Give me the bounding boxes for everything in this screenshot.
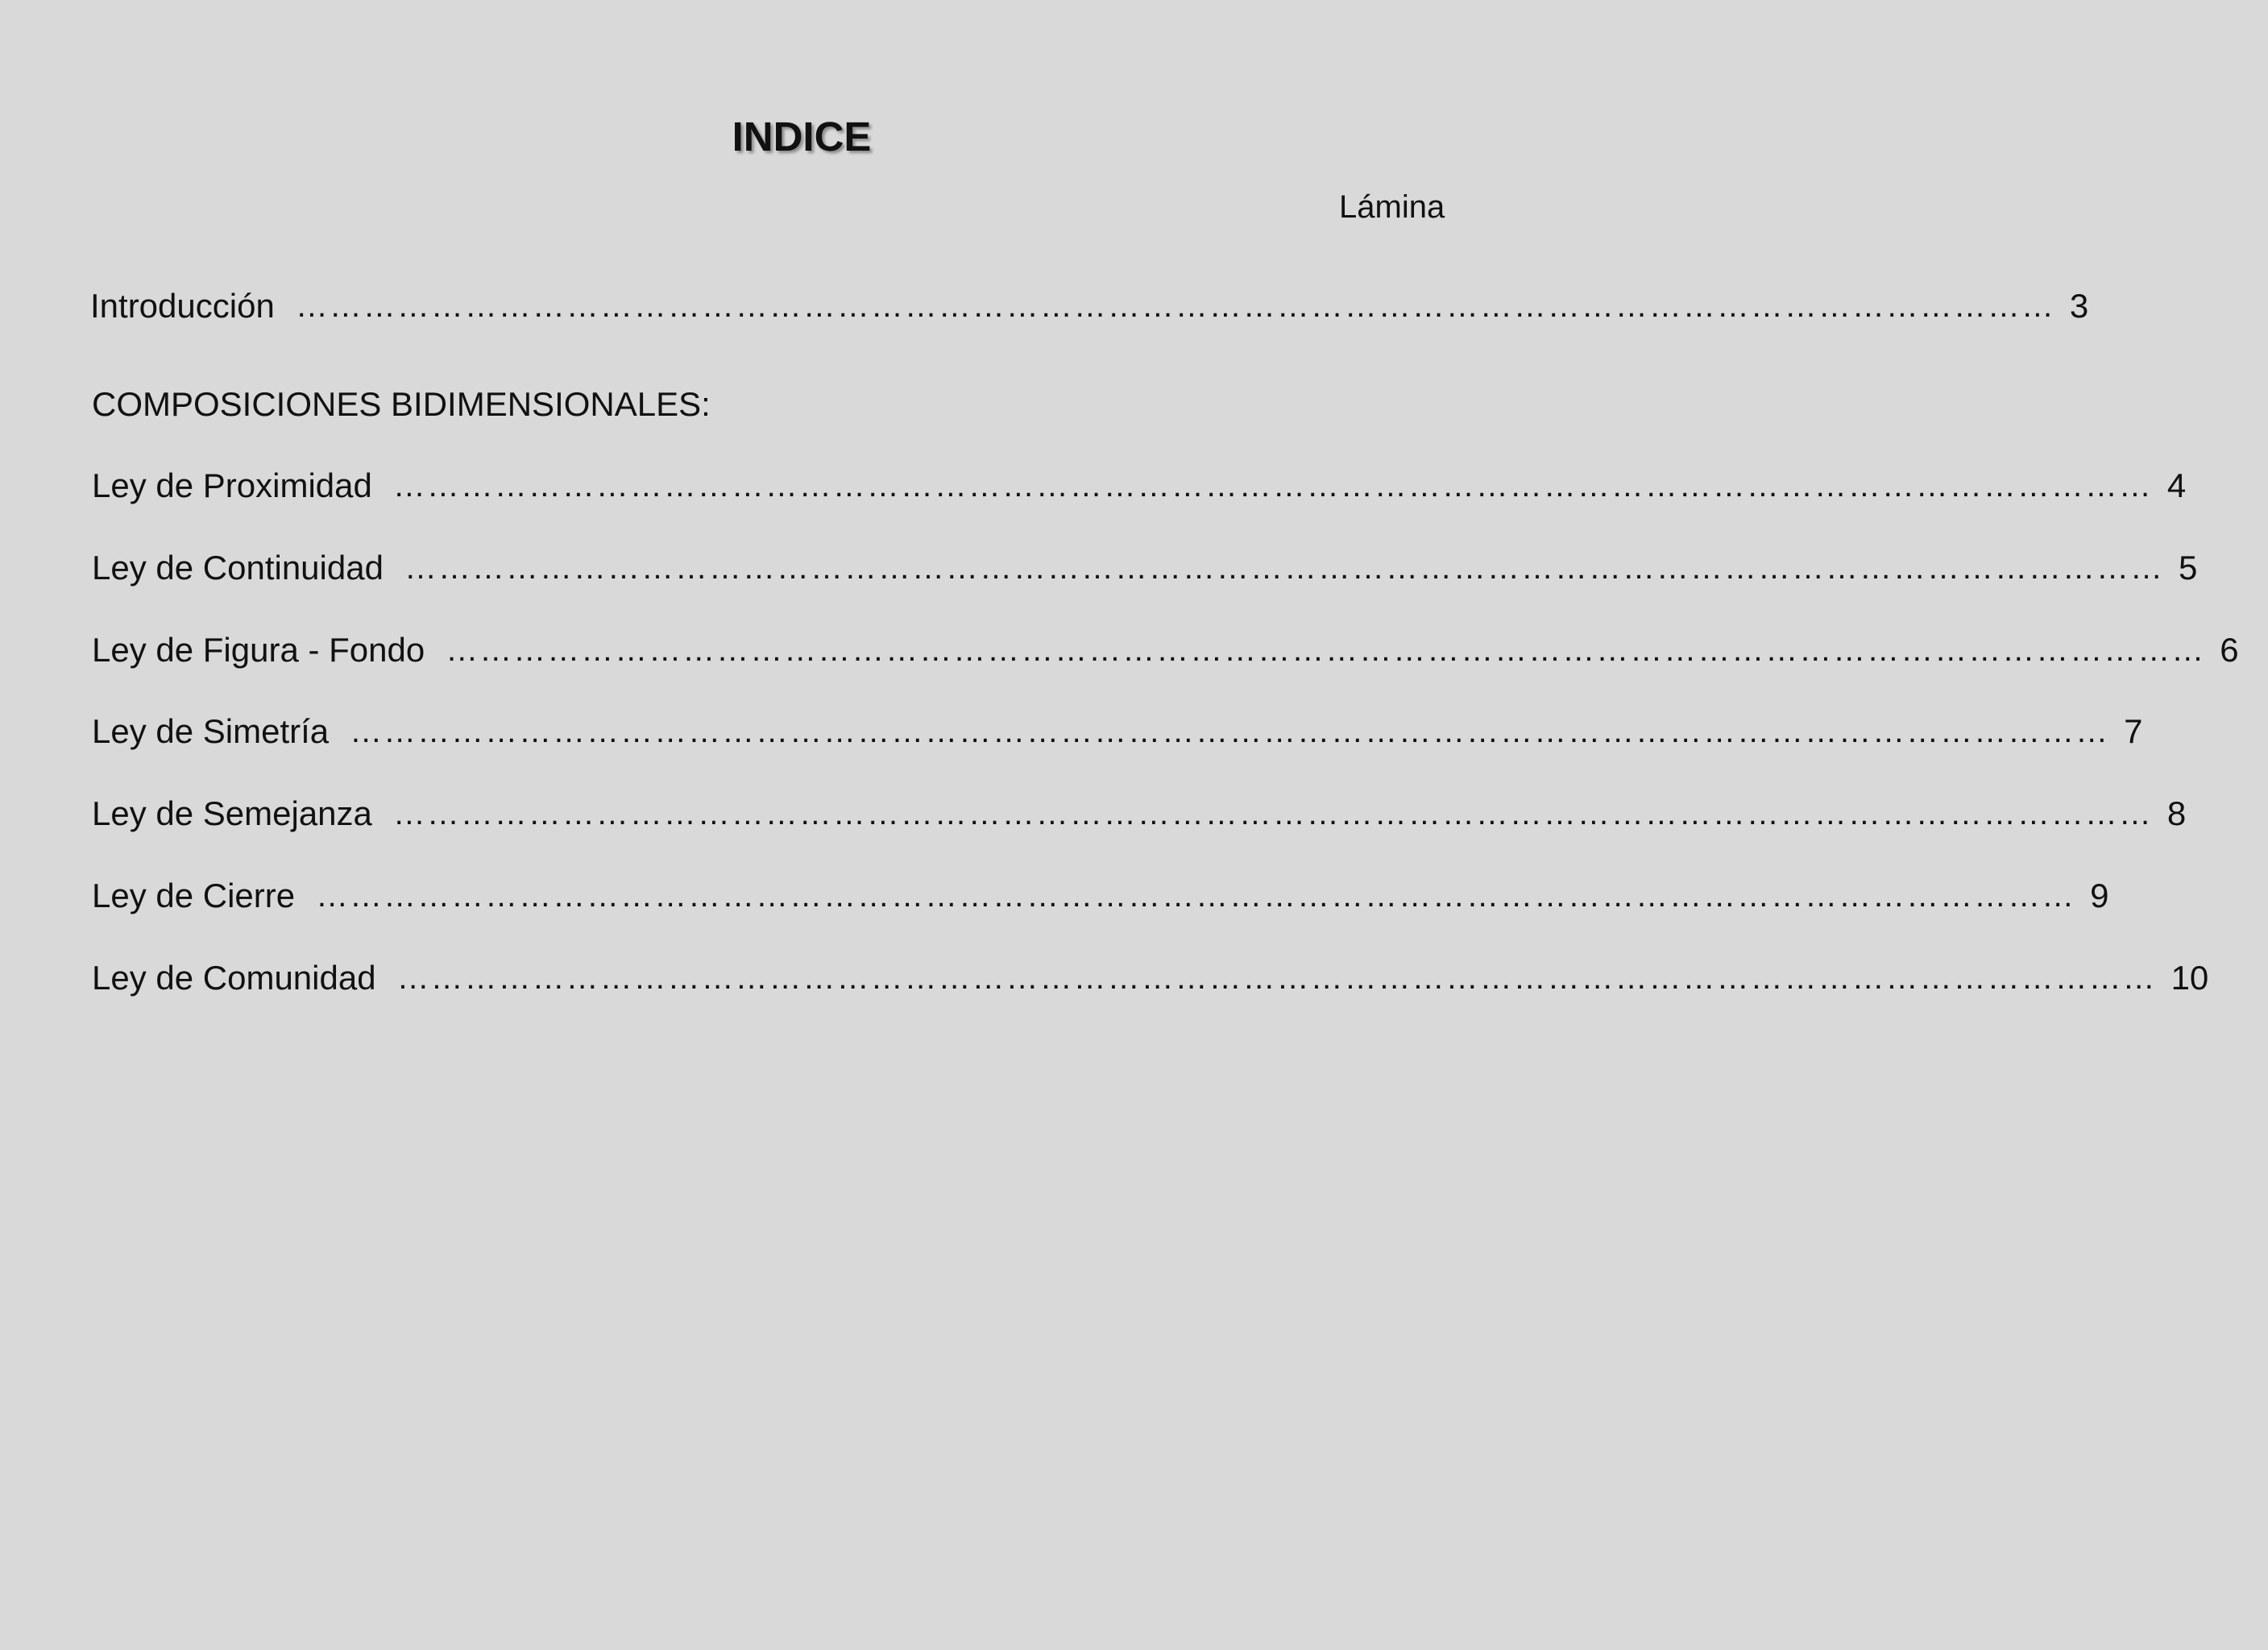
toc-entry-label: Ley de Cierre	[92, 877, 296, 914]
toc-entry-label: Ley de Semejanza	[92, 794, 372, 832]
toc-entry-label: Ley de Figura - Fondo	[92, 631, 425, 669]
page-title: INDICE	[732, 114, 872, 160]
toc-entry-page: 10	[2171, 959, 2209, 997]
toc-entry-page: 3	[2069, 287, 2089, 325]
toc-entry	[92, 791, 2187, 836]
toc-leader-dots: …………………………………………………………………………………………………………………………………………	[295, 288, 2055, 324]
toc-entry	[92, 545, 2198, 591]
toc-leader-dots: …………………………………………………………………………………………………………………………………………	[350, 714, 2110, 749]
toc-entry-label: Introducción	[90, 287, 275, 325]
toc-entry	[92, 628, 2239, 673]
toc-leader-dots: …………………………………………………………………………………………………………………………………………	[404, 550, 2164, 586]
toc-entry	[92, 956, 2209, 1001]
toc-leader-dots: …………………………………………………………………………………………………………………………………………	[392, 796, 2153, 831]
toc-entry	[92, 873, 2109, 918]
toc-entry	[92, 463, 2187, 508]
toc-entry-introduccion	[90, 284, 2089, 329]
toc-entry-page: 4	[2166, 466, 2187, 504]
toc-entry-page: 5	[2178, 549, 2198, 587]
column-header-lamina: Lámina	[1339, 189, 1445, 225]
toc-entry-label: Ley de Continuidad	[92, 549, 384, 587]
toc-entry-page: 9	[2090, 877, 2109, 914]
toc-leader-dots: …………………………………………………………………………………………………………………………………………	[446, 632, 2206, 668]
toc-entry-label: Ley de Comunidad	[92, 959, 376, 997]
toc-leader-dots: …………………………………………………………………………………………………………………………………………	[392, 468, 2153, 504]
toc-entry-page: 7	[2124, 712, 2143, 750]
toc-entry-label: Ley de Proximidad	[92, 466, 372, 504]
toc-entry-label: Ley de Simetría	[92, 712, 330, 750]
section-heading: COMPOSICIONES BIDIMENSIONALES:	[92, 385, 711, 423]
toc-leader-dots: …………………………………………………………………………………………………………………………………………	[316, 878, 2076, 914]
toc-leader-dots: …………………………………………………………………………………………………………………………………………	[396, 960, 2157, 996]
toc-entry-page: 6	[2220, 631, 2239, 669]
toc-entry-page: 8	[2166, 794, 2187, 832]
toc-entry	[92, 709, 2143, 754]
